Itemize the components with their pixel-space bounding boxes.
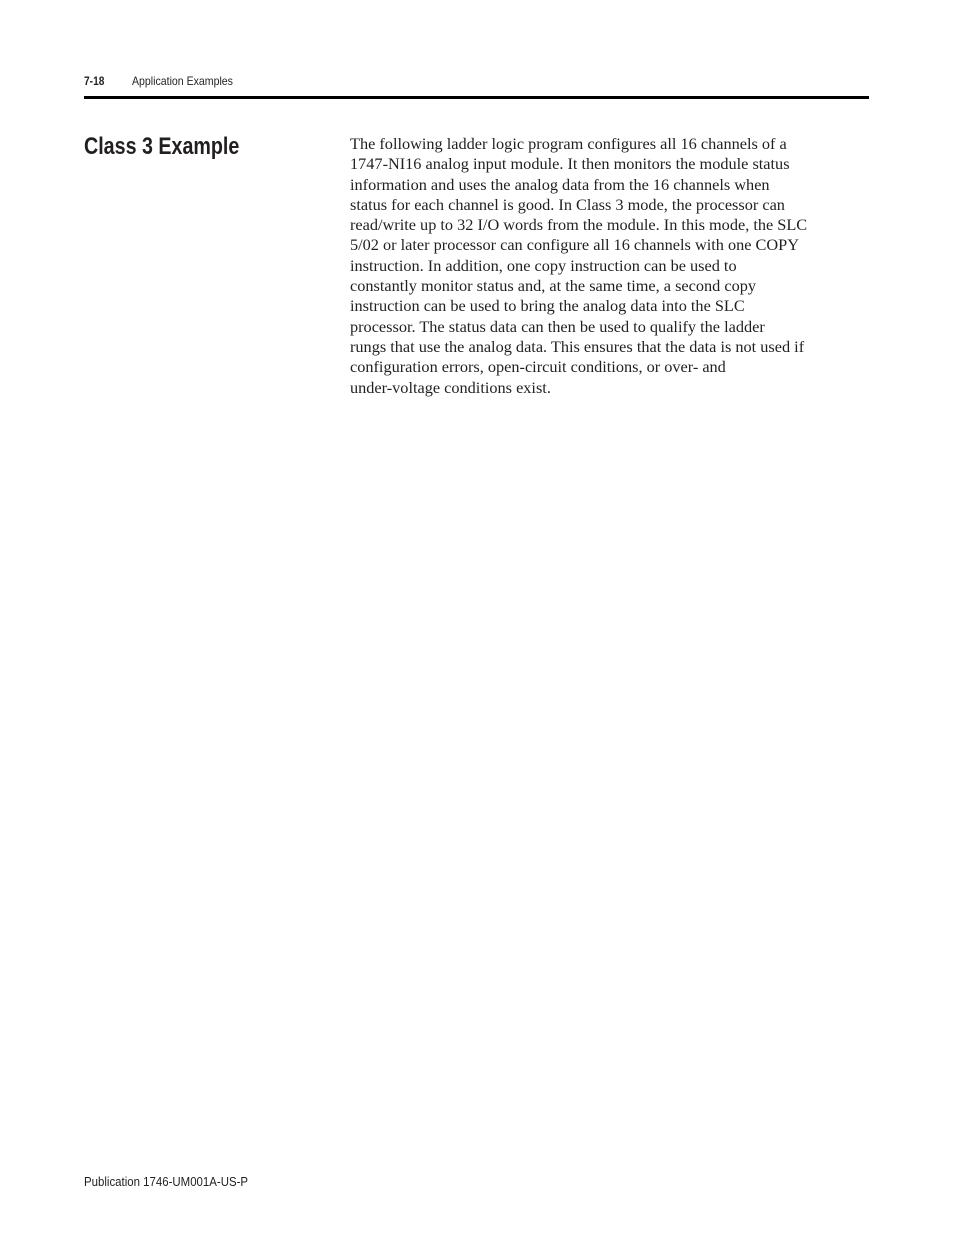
running-header	[84, 73, 233, 89]
paragraph-line: 1747-NI16 analog input module. It then monitors the module status	[350, 154, 790, 174]
paragraph-line: The following ladder logic program configures all 16 channels of a	[350, 134, 787, 153]
paragraph-line: processor. The status data can then be used to qualify the ladder	[350, 316, 765, 336]
paragraph-line: status for each channel is good. In Class 3 mode, the processor can	[350, 194, 785, 214]
paragraph-line: instruction. In addition, one copy instruction can be used to	[350, 255, 737, 275]
paragraph-line: information and uses the analog data from the 16 channels when	[350, 174, 770, 194]
publication-footer: Publication 1746-UM001A-US-P	[84, 1174, 249, 1189]
body-paragraph	[350, 134, 870, 398]
paragraph-line: read/write up to 32 I/O words from the module. In this mode, the SLC	[350, 215, 808, 235]
header-section-name: Application Examples	[132, 74, 233, 88]
paragraph-line: configuration errors, open-circuit conditions, or over- and	[350, 357, 726, 377]
paragraph-line: constantly monitor status and, at the same time, a second copy	[350, 276, 757, 296]
header-rule	[84, 96, 869, 99]
paragraph-line: instruction can be used to bring the analog data into the SLC	[350, 296, 745, 316]
paragraph-line: 5/02 or later processor can configure all 16 channels with one COPY	[350, 235, 799, 255]
section-heading: Class 3 Example	[84, 133, 240, 160]
paragraph-line: under-voltage conditions exist.	[350, 377, 551, 397]
page-number: 7-18	[84, 74, 105, 88]
paragraph-line: rungs that use the analog data. This ensures that the data is not used if	[350, 336, 805, 356]
